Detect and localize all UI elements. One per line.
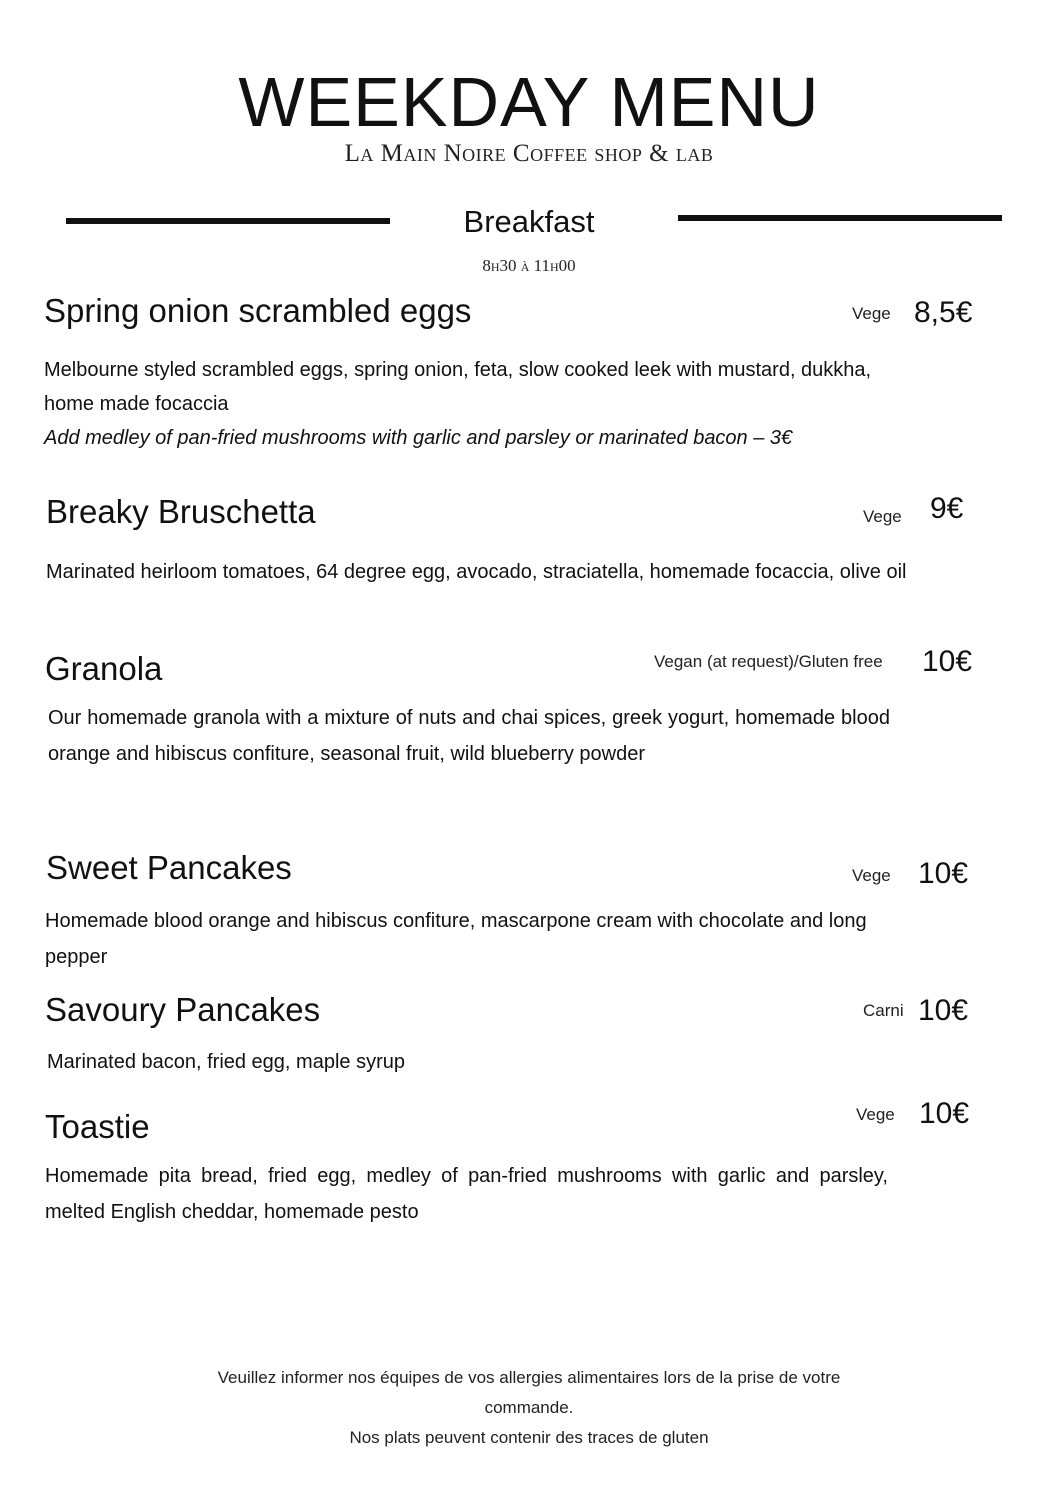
- dish-name: Granola: [45, 650, 163, 687]
- shop-name: La Main Noire Coffee shop & lab: [344, 140, 714, 167]
- diet-tag: Carni: [863, 1001, 904, 1020]
- allergy-notice: Veuillez informer nos équipes de vos allergies alimentaires lors de la prise de votre: [217, 1368, 841, 1387]
- dish-description: Melbourne styled scrambled eggs, spring onion, feta, slow cooked leek with mustard, dukkha, home made focaccia: [44, 359, 872, 415]
- section-title: Breakfast: [463, 204, 595, 239]
- price: 9€: [930, 492, 964, 525]
- price: 10€: [918, 994, 969, 1027]
- price: 8,5€: [914, 296, 973, 329]
- price: 10€: [922, 645, 973, 678]
- dish-description: Homemade blood orange and hibiscus confiture, mascarpone cream with chocolate and long pepper: [45, 910, 867, 968]
- gluten-notice: Nos plats peuvent contenir des traces de gluten: [349, 1428, 709, 1447]
- dish-description: Our homemade granola with a mixture of nuts and chai spices, greek yogurt, homemade blood orange and hibiscus confiture, seasonal fruit, wild blueberry powder: [48, 707, 890, 765]
- dish-addon-note: Add medley of pan-fried mushrooms with garlic and parsley or marinated bacon – 3€: [44, 427, 793, 449]
- diet-tag: Vege: [856, 1105, 895, 1124]
- dish-description: Marinated heirloom tomatoes, 64 degree egg, avocado, straciatella, homemade focaccia, olive oil: [46, 561, 907, 583]
- dish-name: Toastie: [45, 1108, 150, 1145]
- allergy-notice-continued: commande.: [484, 1398, 574, 1417]
- dish-description: Marinated bacon, fried egg, maple syrup: [47, 1051, 405, 1073]
- diet-tag: Vege: [863, 507, 902, 526]
- dish-name: Sweet Pancakes: [46, 849, 292, 886]
- section-hours: 8h30 à 11h00: [482, 256, 576, 275]
- dish-name: Spring onion scrambled eggs: [44, 292, 472, 329]
- dish-description: Homemade pita bread, fried egg, medley of pan-fried mushrooms with garlic and parsley, melted English cheddar, homemade pesto: [45, 1165, 888, 1223]
- price: 10€: [918, 857, 969, 890]
- menu-title: WEEKDAY MENU: [238, 63, 820, 141]
- diet-tag: Vege: [852, 866, 891, 885]
- diet-tag: Vegan (at request)/Gluten free: [654, 652, 883, 671]
- diet-tag: Vege: [852, 304, 891, 323]
- price: 10€: [919, 1097, 970, 1130]
- dish-name: Savoury Pancakes: [45, 991, 321, 1028]
- dish-name: Breaky Bruschetta: [46, 493, 316, 530]
